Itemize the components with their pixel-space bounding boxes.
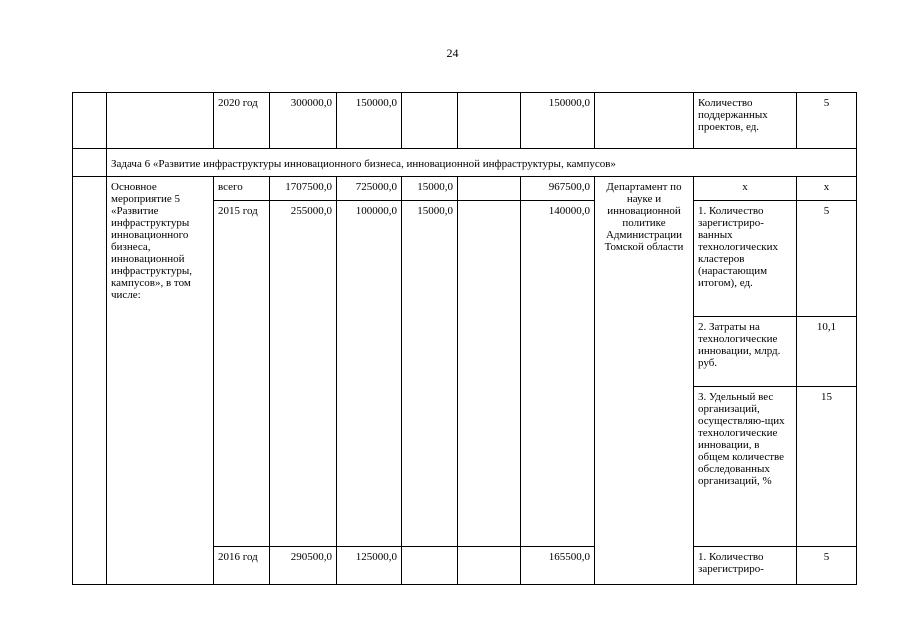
cell-index	[73, 149, 107, 177]
cell-local	[458, 177, 521, 201]
cell-local	[458, 547, 521, 585]
target-clusters: 5	[797, 201, 857, 317]
table-row-task6	[73, 149, 857, 177]
cell-extra: 140000,0	[521, 201, 595, 547]
cell-federal: 150000,0	[337, 93, 402, 149]
table-row-total	[73, 177, 857, 201]
activity-name: Основное мероприятие 5 «Развитие инфраструктуры инновационного бизнеса, инновационной инфраструктуры, кампусов», в том числе:	[107, 177, 214, 585]
cell-indicator: х	[694, 177, 797, 201]
cell-federal: 125000,0	[337, 547, 402, 585]
cell-year: 2016 год	[214, 547, 270, 585]
target-innovation-costs: 10,1	[797, 317, 857, 387]
cell-year: 2020 год	[214, 93, 270, 149]
cell-regional: 15000,0	[402, 201, 458, 547]
cell-total: 255000,0	[270, 201, 337, 547]
cell-target: х	[797, 177, 857, 201]
cell-year: всего	[214, 177, 270, 201]
cell-indicator: Количество поддержанных проектов, ед.	[694, 93, 797, 149]
cell-local	[458, 201, 521, 547]
indicator-innovating-share: 3. Удельный вес организаций, осуществляю-щих технологические инновации, в общем количестве обследованных организаций, %	[694, 387, 797, 547]
page-number: 24	[446, 46, 459, 60]
budget-table	[72, 92, 857, 585]
cell-local	[458, 93, 521, 149]
task-heading: Задача 6 «Развитие инфраструктуры инновационного бизнеса, инновационной инфраструктуры, кампусов»	[107, 149, 857, 177]
indicator-clusters-2016: 1. Количество зарегистриро-	[694, 547, 797, 585]
cell-extra: 165500,0	[521, 547, 595, 585]
cell-year: 2015 год	[214, 201, 270, 547]
executor: Департамент по науке и инновационной политике Администрации Томской области	[595, 177, 694, 585]
cell-regional: 15000,0	[402, 177, 458, 201]
cell-target: 5	[797, 93, 857, 149]
cell-executor	[595, 93, 694, 149]
cell-regional	[402, 547, 458, 585]
cell-total: 1707500,0	[270, 177, 337, 201]
indicator-clusters: 1. Количество зарегистриро-ванных технологических кластеров (нарастающим итогом), ед.	[694, 201, 797, 317]
cell-federal: 725000,0	[337, 177, 402, 201]
indicator-innovation-costs: 2. Затраты на технологические инновации, млрд. руб.	[694, 317, 797, 387]
cell-total: 300000,0	[270, 93, 337, 149]
cell-index	[73, 93, 107, 149]
target-clusters-2016: 5	[797, 547, 857, 585]
cell-name	[107, 93, 214, 149]
cell-index	[73, 177, 107, 585]
table-row-2020	[73, 93, 857, 149]
cell-total: 290500,0	[270, 547, 337, 585]
target-innovating-share: 15	[797, 387, 857, 547]
cell-extra: 150000,0	[521, 93, 595, 149]
cell-extra: 967500,0	[521, 177, 595, 201]
cell-federal: 100000,0	[337, 201, 402, 547]
cell-regional	[402, 93, 458, 149]
